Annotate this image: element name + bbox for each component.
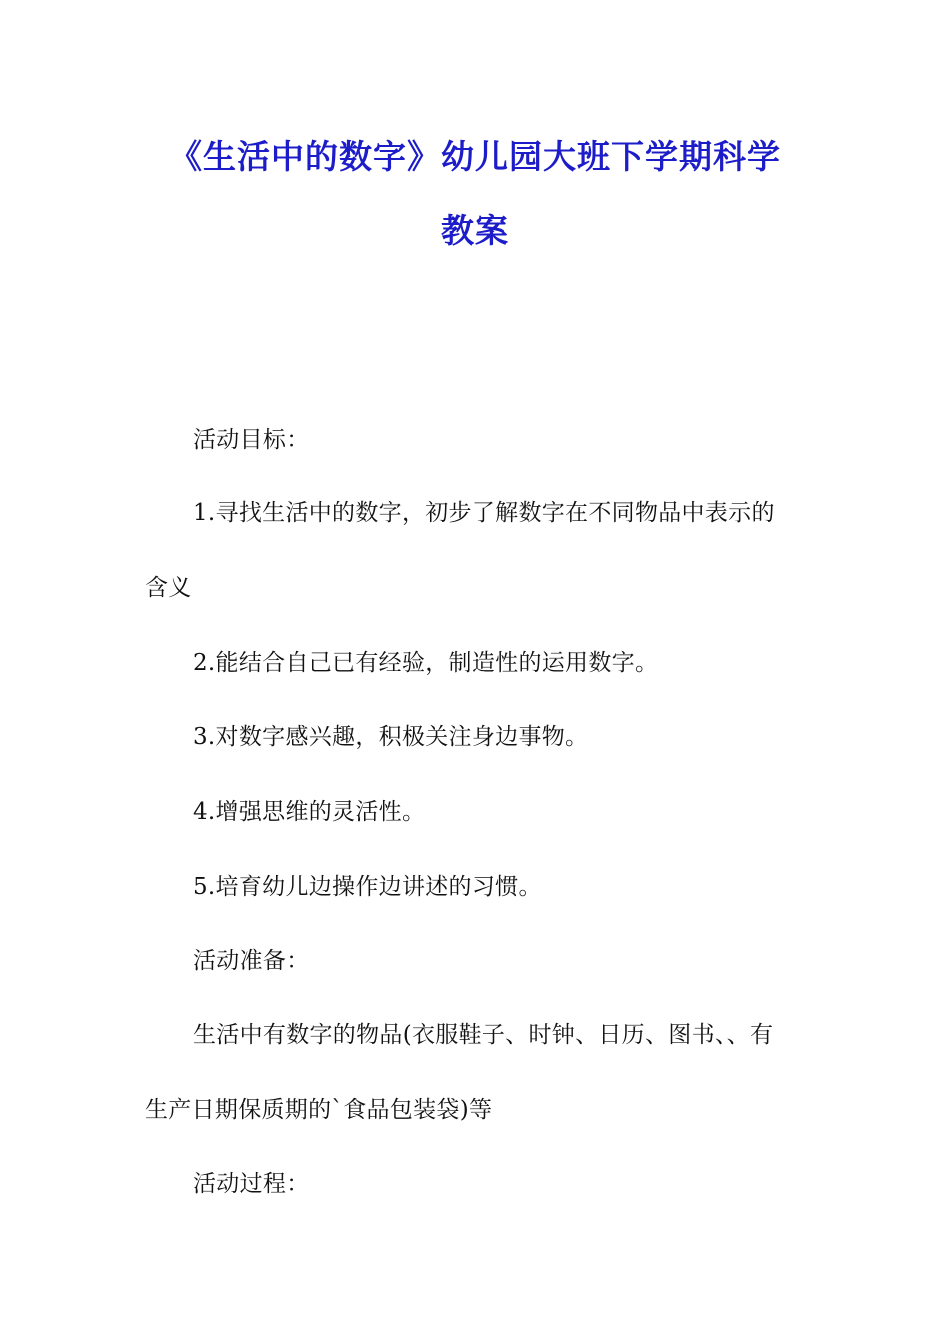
goal-2: 2.能结合自己已有经验，制造性的运用数字。 (193, 650, 659, 676)
document-title-line-2: 教案 (441, 211, 509, 250)
preparation-heading: 活动准备： (193, 948, 310, 974)
process-heading: 活动过程： (193, 1171, 310, 1197)
goal-3: 3.对数字感兴趣，积极关注身边事物。 (193, 724, 589, 750)
goal-5: 5.培育幼儿边操作边讲述的习惯。 (193, 874, 542, 900)
document-title-line-1: 《生活中的数字》幼儿园大班下学期科学 (169, 137, 781, 176)
goal-1-line-2: 含义 (145, 575, 192, 601)
preparation-line-1: 生活中有数字的物品(衣服鞋子、时钟、日历、图书、、有 (193, 1022, 774, 1048)
goals-heading: 活动目标： (193, 427, 310, 453)
preparation-line-2: 生产日期保质期的`食品包装袋)等 (145, 1097, 493, 1123)
goal-4: 4.增强思维的灵活性。 (193, 799, 426, 825)
goal-1-line-1: 1.寻找生活中的数字，初步了解数字在不同物品中表示的 (193, 500, 775, 526)
